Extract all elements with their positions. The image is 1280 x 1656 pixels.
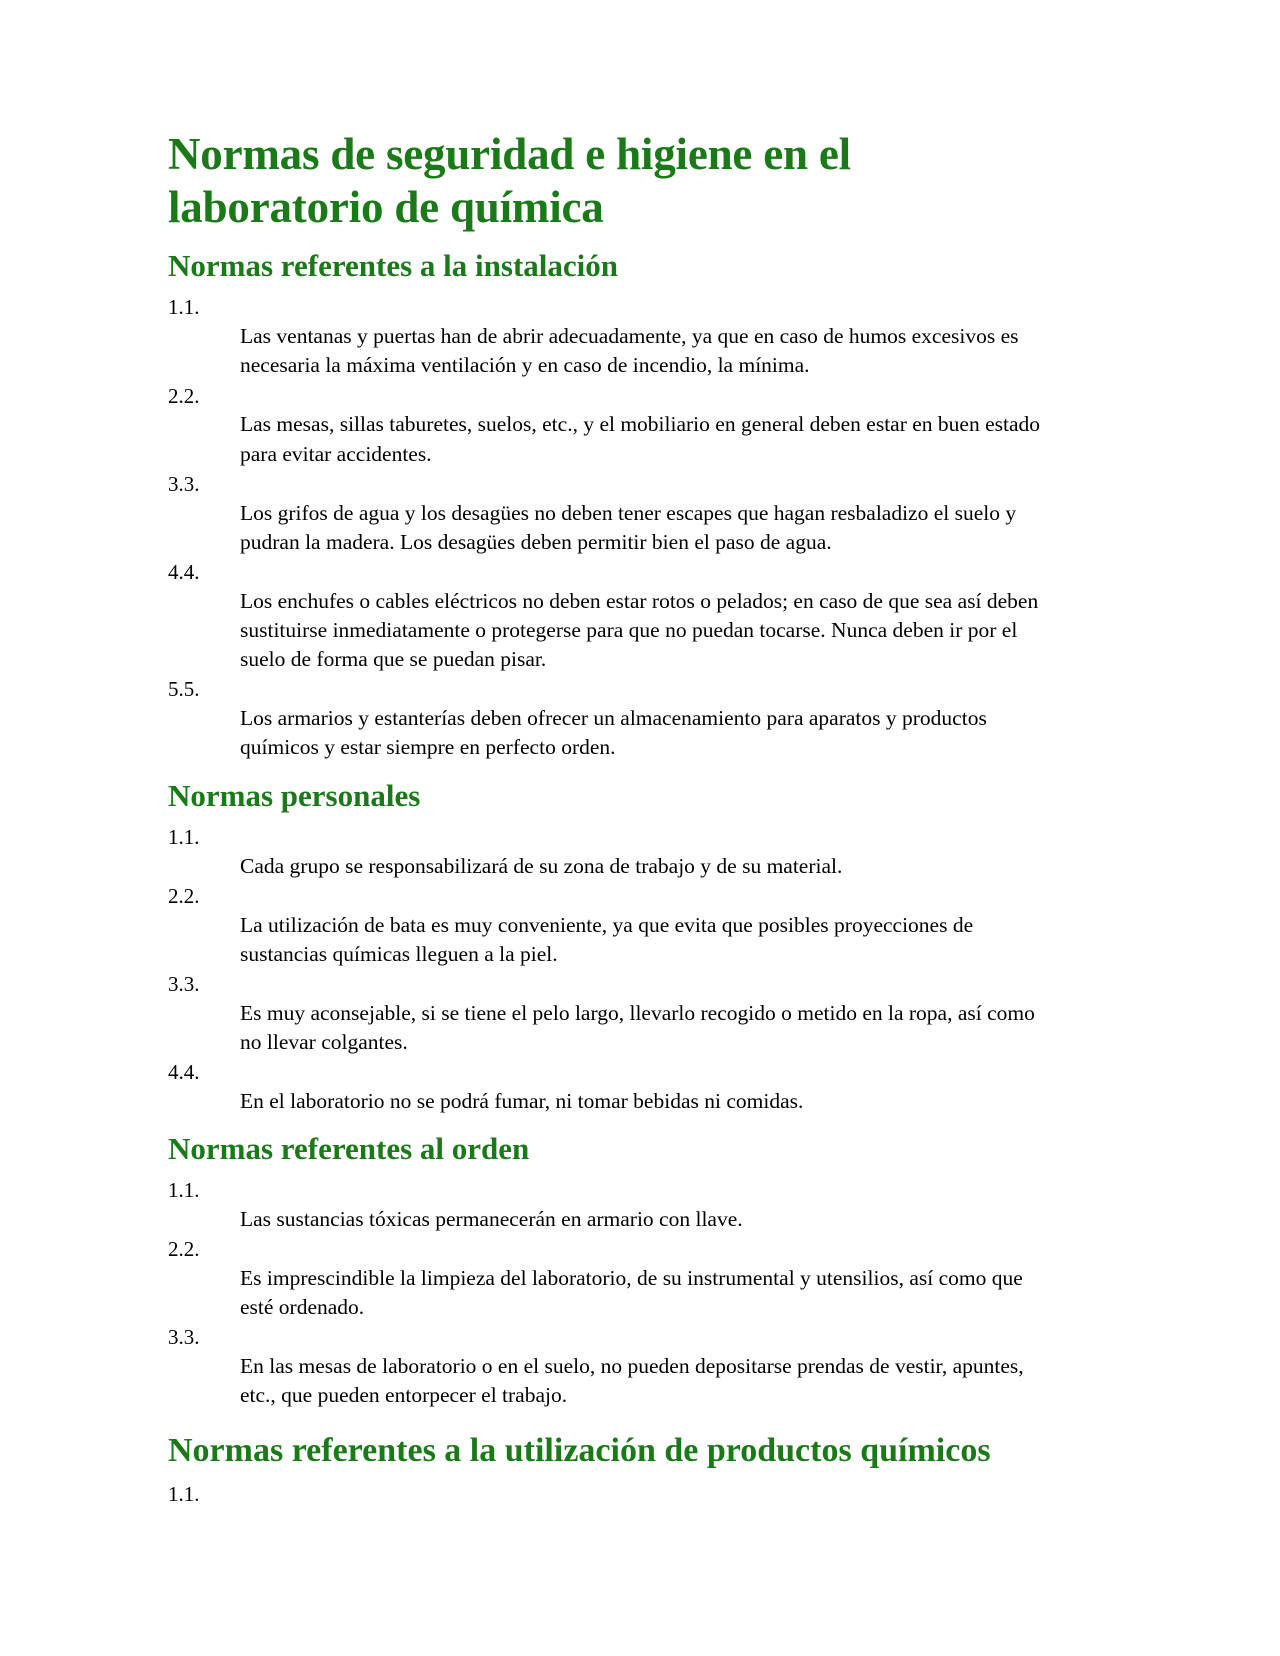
list-item-number: 4. bbox=[183, 1060, 200, 1085]
list-item bbox=[168, 883, 1048, 969]
list-item-text: La utilización de bata es muy conveniente, ya que evita que posibles proyecciones de sustancias químicas lleguen a la piel. bbox=[240, 912, 974, 966]
list-item-text: Los grifos de agua y los desagües no deben tener escapes que hagan resbaladizo el suelo y pudran la madera. Los desagües deben permitir bien el paso de agua. bbox=[240, 500, 1017, 554]
list-item bbox=[168, 824, 1048, 881]
section-heading: Normas referentes al orden bbox=[168, 1131, 530, 1167]
list-item-number: 2. bbox=[183, 1237, 200, 1262]
list-item-number: 4. bbox=[183, 560, 200, 585]
list-item-text: Las sustancias tóxicas permanecerán en armario con llave. bbox=[240, 1207, 743, 1232]
list-item bbox=[168, 559, 1048, 674]
section-heading: Normas personales bbox=[168, 777, 421, 813]
list-item-text: Los enchufes o cables eléctricos no deben estar rotos o pelados; en caso de que sea así deben sustituirse inmediatamente o protegerse para que no puedan tocarse. Nunca deben ir por el suelo de forma que se puedan pisar. bbox=[240, 588, 1039, 672]
rules-list bbox=[168, 294, 1048, 762]
list-item bbox=[168, 676, 1048, 762]
list-item-number: 3. bbox=[183, 471, 200, 496]
list-item-number: 2. bbox=[183, 883, 200, 908]
page-title: Normas de seguridad e higiene en el laboratorio de química bbox=[168, 129, 851, 232]
list-item bbox=[168, 1059, 1048, 1116]
list-item-number: 1. bbox=[183, 1482, 200, 1507]
list-item-number: 3. bbox=[183, 971, 200, 996]
list-item-number: 2. bbox=[183, 383, 200, 408]
list-item bbox=[168, 294, 1048, 380]
rules-list bbox=[168, 1177, 1048, 1410]
sections-container bbox=[168, 247, 1048, 1511]
list-item-number: 1. bbox=[183, 1178, 200, 1203]
list-item-text: En el laboratorio no se podrá fumar, ni tomar bebidas ni comidas. bbox=[240, 1088, 804, 1113]
list-item bbox=[168, 971, 1048, 1057]
rules-list bbox=[168, 824, 1048, 1116]
list-item bbox=[168, 1324, 1048, 1410]
list-item-number: 3. bbox=[183, 1325, 200, 1350]
list-item-text bbox=[240, 1509, 1040, 1511]
list-item bbox=[168, 471, 1048, 557]
list-item bbox=[168, 1177, 1048, 1234]
section-heading: Normas referentes a la instalación bbox=[168, 248, 618, 284]
list-item-text: Los armarios y estanterías deben ofrecer un almacenamiento para aparatos y productos químicos y estar siempre en perfecto orden. bbox=[240, 706, 987, 760]
list-item-text: Es muy aconsejable, si se tiene el pelo largo, llevarlo recogido o metido en la ropa, así como no llevar colgantes. bbox=[240, 1000, 1035, 1054]
list-item-text: Cada grupo se responsabilizará de su zona de trabajo y de su material. bbox=[240, 853, 843, 878]
list-item-number: 5. bbox=[183, 677, 200, 702]
list-item-text: Es imprescindible la limpieza del laboratorio, de su instrumental y utensilios, así como que esté ordenado. bbox=[240, 1265, 1023, 1320]
list-item-number: 1. bbox=[183, 824, 200, 849]
section-heading: Normas referentes a la utilización de productos químicos bbox=[168, 1431, 991, 1469]
list-item bbox=[168, 383, 1048, 469]
rules-list bbox=[168, 1481, 1048, 1511]
list-item-text: Las mesas, sillas taburetes, suelos, etc., y el mobiliario en general deben estar en buen estado para evitar accidentes. bbox=[240, 412, 1041, 466]
list-item bbox=[168, 1236, 1048, 1322]
list-item-text: En las mesas de laboratorio o en el suelo, no pueden depositarse prendas de vestir, apuntes, etc., que pueden entorpecer el trabajo. bbox=[240, 1354, 1024, 1408]
list-item-text: Las ventanas y puertas han de abrir adecuadamente, ya que en caso de humos excesivos es necesaria la máxima ventilación y en caso de incendio, la mínima. bbox=[240, 324, 1019, 378]
list-item-number: 1. bbox=[183, 295, 200, 320]
list-item bbox=[168, 1481, 1048, 1511]
